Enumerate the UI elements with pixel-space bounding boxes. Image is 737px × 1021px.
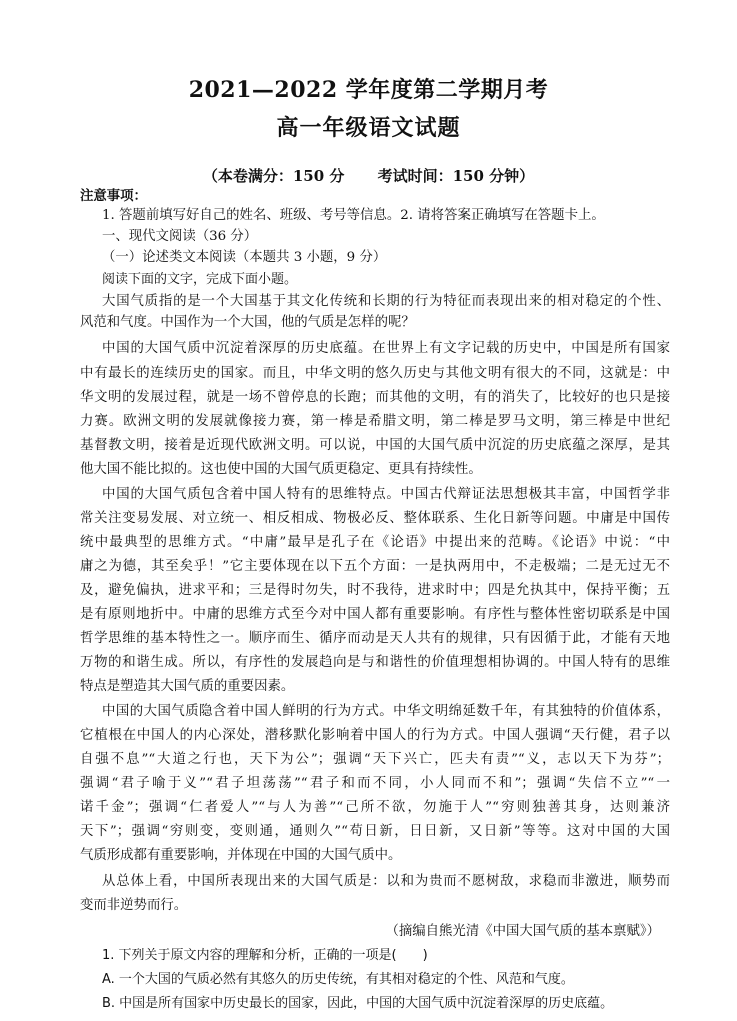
passage-line: 特点是塑造其大国气质的重要因素。: [80, 679, 295, 694]
passage-line: 中国的大国气质中沉淀着深厚的历史底蕴。在世界上有文字记载的历史中，中国是所有国家: [102, 341, 670, 356]
exam-subtitle: 高一年级语文试题: [276, 115, 461, 141]
passage-line: 中有最长的连续历史的国家。而且，中华文明的悠久历史与其他文明有很大的不同，这就是：中: [80, 366, 670, 381]
sub-section-heading: （一）论述类文本阅读（本题共 3 小题，9 分）: [102, 250, 387, 265]
passage-line: 哲学思维的基本特性之一。顺序而生、循序而动是天人共有的规律，只有因循于此，才能有天地: [80, 631, 670, 646]
full-score: （本卷满分：150 分: [202, 167, 345, 185]
passage-line: 气质形成都有重要影响，并体现在中国的大国气质中。: [80, 848, 402, 863]
section-heading: 一、现代文阅读（36 分）: [102, 229, 258, 244]
passage-line: 中国的大国气质包含着中国人特有的思维特点。中国古代辩证法思想极其丰富，中国哲学非: [102, 487, 670, 502]
passage-line: 变而非逆势而行。: [80, 898, 188, 913]
passage-line: 庸之为德，其至矣乎！”它主要体现在以下五个方面：一是执两用中，不走极端；二是无过无不: [80, 559, 670, 574]
notes-heading: 注意事项：: [80, 188, 147, 204]
passage-line: 及，避免偏执，进求平和；三是得时勿失，时不我待，进求时中；四是允执其中，保持平衡；五: [80, 583, 670, 598]
notes-item: 1. 答题前填写好自己的姓名、班级、考号等信息。2. 请将答案正确填写在答题卡上。: [102, 208, 605, 223]
passage-line: 天下”；强调“穷则变，变则通，通则久”“苟日新，日日新，又日新”等等。这对中国的大国: [80, 824, 670, 839]
passage-line: 力赛。欧洲文明的发展就像接力赛，第一棒是希腊文明，第二棒是罗马文明，第三棒是中世纪: [80, 414, 670, 429]
passage-line: 是有原则地折中。中庸的思维方式至今对中国人都有重要影响。有序性与整体性密切联系是中国: [80, 607, 670, 622]
option-b: B. 中国是所有国家中历史最长的国家，因此，中国的大国气质中沉淀着深厚的历史底蕴。: [102, 996, 614, 1011]
passage-line: 常关注变易发展、对立统一、相反相成、物极必反、整体联系、生化日新等问题。中庸是中国传: [80, 511, 670, 526]
passage-line: 万物的和谐生成。所以，有序性的发展趋向是与和谐性的价值理想相协调的。中国人特有的思维: [80, 655, 670, 670]
reading-instruction: 阅读下面的文字，完成下面小题。: [102, 272, 298, 287]
passage-line: 自强不息”“大道之行也，天下为公”；强调“天下兴亡，匹夫有责”“义，志以天下为芬”；: [80, 752, 670, 767]
exam-time: 考试时间：150 分钟）: [377, 167, 535, 185]
exam-meta: [0, 165, 737, 186]
passage-line: 强调“君子喻于义”“君子坦荡荡”“君子和而不同，小人同而不和”；强调“失信不立”“一: [80, 776, 670, 791]
passage-line: 华文明的发展过程，就是一场不曾停息的长跑；而其他的文明，有的消失了，比较好的也只是接: [80, 390, 670, 405]
passage-line: 风范和气度。中国作为一个大国，他的气质是怎样的呢？: [80, 315, 415, 330]
exam-title: 2021—2022 学年度第二学期月考: [188, 77, 549, 103]
option-a: A. 一个大国的气质必然有其悠久的历史传统，有其相对稳定的个性、风范和气度。: [102, 972, 574, 987]
passage-line: 中国的大国气质隐含着中国人鲜明的行为方式。中华文明绵延数千年，有其独特的价值体系，: [102, 704, 670, 719]
passage-line: 大国气质指的是一个大国基于其文化传统和长期的行为特征而表现出来的相对稳定的个性、: [102, 294, 670, 309]
passage-line: 基督教文明，接着是近现代欧洲文明。可以说，中国的大国气质中沉淀的历史底蕴之深厚，是其: [80, 438, 670, 453]
passage-line: 诺千金”；强调“仁者爱人”“与人为善”“己所不欲，勿施于人”“穷则独善其身，达则兼济: [80, 800, 670, 815]
passage-line: 统中最典型的思维方式。“中庸”最早是孔子在《论语》中提出来的范畴。《论语》中说：“中: [80, 535, 670, 550]
passage-line: 它植根在中国人的内心深处，潜移默化影响着中国人的行为方式。中国人强调“天行健，君子以: [80, 728, 670, 743]
passage-line: 他大国不能比拟的。这也使中国的大国气质更稳定、更具有持续性。: [80, 462, 482, 477]
question-stem: 1. 下列关于原文内容的理解和分析，正确的一项是( ): [102, 948, 428, 963]
passage-line: 从总体上看，中国所表现出来的大国气质是：以和为贵而不愿树敌，求稳而非激进，顺势而: [102, 874, 670, 889]
source-citation: （摘编自熊光清《中国大国气质的基本禀赋》）: [385, 924, 660, 939]
